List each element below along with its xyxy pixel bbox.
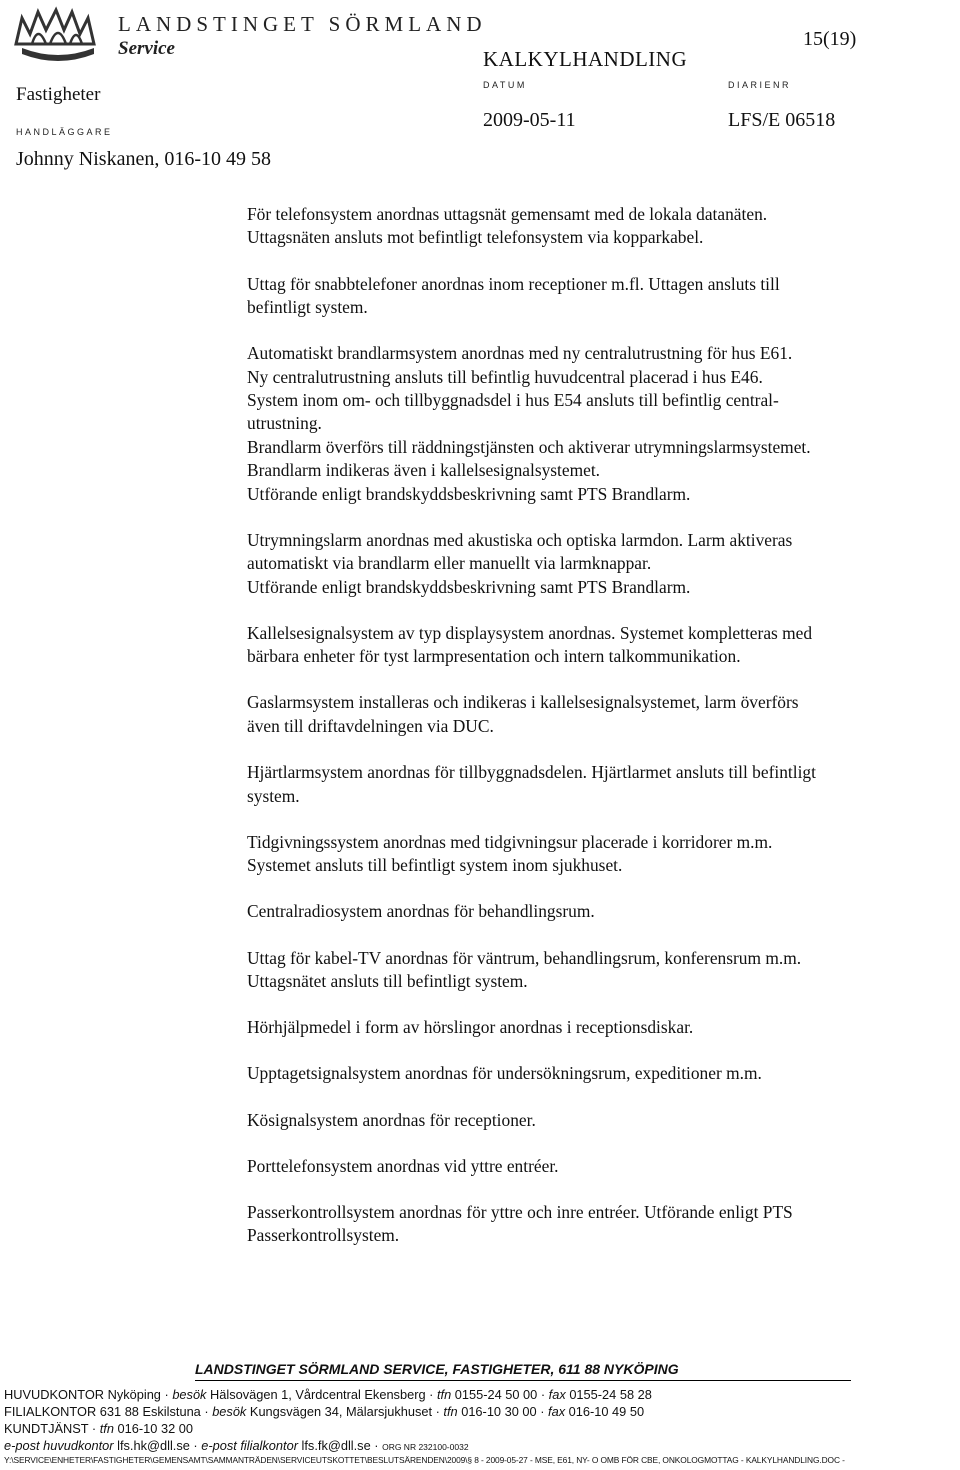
department: Fastigheter	[16, 84, 101, 105]
filialkontor-address: Kungsvägen 34, Mälarsjukhuset	[249, 1404, 433, 1419]
paragraph: Hörhjälpmedel i form av hörslingor anordnas i receptionsdiskar.	[247, 1017, 694, 1038]
email-huvud: lfs.hk@dll.se	[117, 1438, 190, 1453]
huvudkontor-label: HUVUDKONTOR	[4, 1387, 105, 1402]
fax-label: fax	[548, 1387, 566, 1402]
paragraph: Passerkontrollsystem anordnas för yttre och inre entréer. Utförande enligt PTS Passerkontrollsystem.	[247, 1201, 793, 1246]
footer-line-email: e-post huvudkontor lfs.hk@dll.se · e-post filialkontor lfs.fk@dll.se · ORG NR 232100-0032	[4, 1438, 469, 1453]
org-name: LANDSTINGET SÖRMLAND	[118, 12, 487, 36]
paragraph: Uttag för kabel-TV anordnas för väntrum, behandlingsrum, konferensrum m.m. Uttagsnätet ansluts till befintligt system.	[247, 947, 802, 991]
crown-icon	[16, 10, 94, 61]
filialkontor-label: FILIALKONTOR	[4, 1404, 97, 1419]
filialkontor-fax: 016-10 49 50	[568, 1404, 645, 1419]
huvudkontor-phone: 0155-24 50 00	[454, 1387, 538, 1402]
filialkontor-city: 631 88 Eskilstuna	[99, 1404, 201, 1419]
handlaggare-label: HANDLÄGGARE	[16, 127, 113, 137]
paragraph: Utrymningslarm anordnas med akustiska och optiska larmdon. Larm aktiveras automatiskt via brandlarm eller manuellt via larmknappar. Utförande enligt brandskyddsbeskrivning samt PTS Brandlarm.	[247, 529, 793, 597]
paragraph: Uttag för snabbtelefoner anordnas inom receptioner m.fl. Uttagen ansluts till befintligt system.	[247, 273, 780, 318]
visit-label: besök	[172, 1387, 207, 1402]
document-body	[247, 203, 927, 1271]
handlaggare-name: Johnny Niskanen, 016-10 49 58	[16, 148, 271, 170]
email-filial: lfs.fk@dll.se	[301, 1438, 371, 1453]
org-subtitle: Service	[118, 38, 175, 59]
paragraph: Hjärtlarmsystem anordnas för tillbyggnadsdelen. Hjärtlarmet ansluts till befintligt system.	[247, 762, 816, 806]
phone-label: tfn	[99, 1421, 114, 1436]
document-type: KALKYLHANDLING	[483, 47, 688, 71]
footer-contact	[4, 1386, 954, 1456]
paragraph: För telefonsystem anordnas uttagsnät gemensamt med de lokala datanäten. Uttagsnäten ansluts mot befintligt telefonsystem via kopparkabel.	[247, 204, 768, 248]
file-path: Y:\SERVICE\ENHETER\FASTIGHETER\GEMENSAMT\SAMMANTRÄDEN\SERVICEUTSKOTTET\BESLUTSÄRENDEN\2009\§ 8 - 2009-05-27 - MSE, E61, NY- O OMB FÖR CBE, ONKOLOGMOTTAG - KALKYLHANDLING.DOC -	[4, 1455, 845, 1465]
diarienr-label: DIARIENR	[728, 80, 792, 90]
email-huvud-label: e-post huvudkontor	[4, 1438, 114, 1453]
paragraph: Centralradiosystem anordnas för behandlingsrum.	[247, 901, 595, 922]
email-filial-label: e-post filialkontor	[201, 1438, 298, 1453]
phone-label: tfn	[436, 1387, 452, 1402]
huvudkontor-address: Hälsovägen 1, Vårdcentral Ekensberg	[210, 1387, 426, 1402]
fax-label: fax	[548, 1404, 566, 1419]
kundtjanst-label: KUNDTJÄNST	[4, 1421, 89, 1436]
diarie-number: LFS/E 06518	[728, 109, 836, 131]
footer-line-filialkontor: FILIALKONTOR 631 88 Eskilstuna · besök Kungsvägen 34, Mälarsjukhuset · tfn 016-10 30 00 · fax 016-10 49 50	[4, 1404, 645, 1419]
paragraph: Kösignalsystem anordnas för receptioner.	[247, 1109, 536, 1130]
page-number: 15(19)	[803, 28, 857, 50]
kundtjanst-phone: 016-10 32 00	[117, 1421, 193, 1436]
huvudkontor-fax: 0155-24 58 28	[569, 1387, 652, 1402]
footer-line-kundtjanst: KUNDTJÄNST · tfn 016-10 32 00	[4, 1421, 193, 1436]
visit-label: besök	[212, 1404, 247, 1419]
footer-divider	[195, 1380, 851, 1381]
org-number: ORG NR 232100-0032	[382, 1442, 469, 1452]
paragraph: Kallelsesignalsystem av typ displaysystem anordnas. Systemet kompletteras med bärbara enheter för tyst larmpresentation och intern talkommunikation.	[247, 622, 813, 667]
paragraph: Upptagetsignalsystem anordnas för undersökningsrum, expeditioner m.m.	[247, 1063, 762, 1084]
phone-label: tfn	[443, 1404, 458, 1419]
paragraph: Tidgivningssystem anordnas med tidgivningsur placerade i korridorer m.m. Systemet ansluts till befintligt system inom sjukhuset.	[247, 831, 773, 876]
paragraph: Automatiskt brandlarmsystem anordnas med ny centralutrustning för hus E61. Ny centralutrustning ansluts till befintlig huvudcentral placerad i hus E46. System inom om- och tillbyggnadsdel i hus E54 ansluts till befintlig central- utrustning. Brandlarm överförs till räddningstjänsten och aktiverar utrymningslarmsystemet. Brandlarm indikeras även i kallelsesignalsystemet. Utförande enligt brandskyddsbeskrivning samt PTS Brandlarm.	[247, 343, 811, 504]
paragraph: Porttelefonsystem anordnas vid yttre entréer.	[247, 1155, 559, 1176]
huvudkontor-city: Nyköping	[107, 1387, 161, 1402]
footer-line-huvudkontor: HUVUDKONTOR Nyköping · besök Hälsovägen 1, Vårdcentral Ekensberg · tfn 0155-24 50 00 · fax 0155-24 58 28	[4, 1387, 652, 1402]
footer-title: LANDSTINGET SÖRMLAND SERVICE, FASTIGHETER, 611 88 NYKÖPING	[195, 1361, 679, 1377]
date-label: DATUM	[483, 80, 527, 90]
document-date: 2009-05-11	[483, 109, 576, 131]
paragraph: Gaslarmsystem installeras och indikeras i kallelsesignalsystemet, larm överförs även till driftavdelningen via DUC.	[247, 692, 799, 736]
filialkontor-phone: 016-10 30 00	[461, 1404, 537, 1419]
